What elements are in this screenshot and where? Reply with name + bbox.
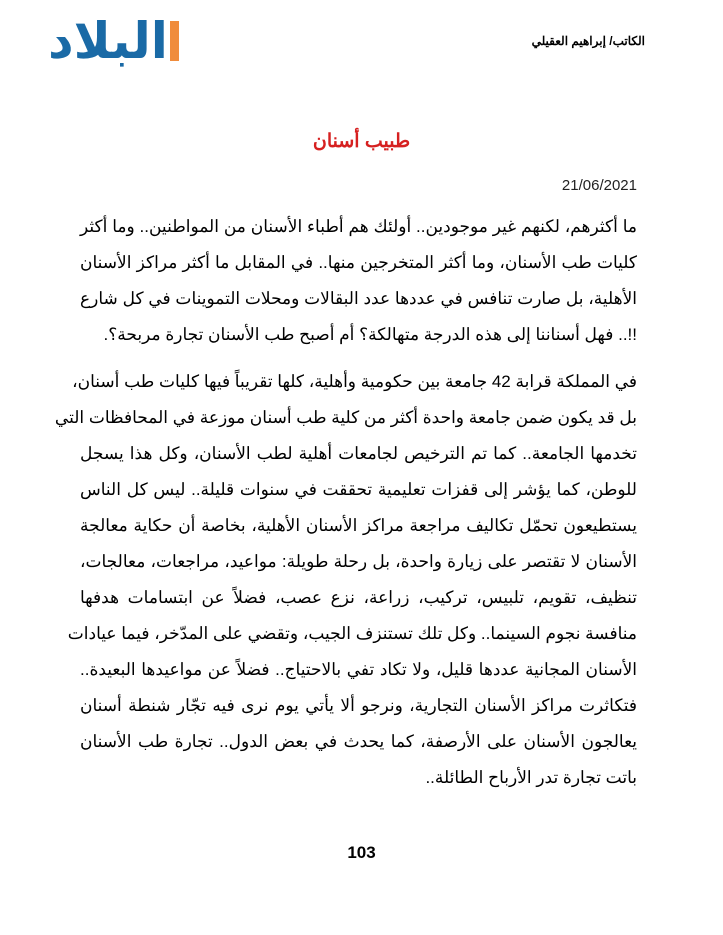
paragraph-1 [80, 209, 637, 353]
text-line: !!.. فهل أسناننا إلى هذه الدرجة متهالكة؟ أم أصبح طب الأسنان تجارة مربحة؟. [103, 325, 637, 344]
article-title: طبيب أسنان [312, 131, 411, 152]
text-line: تخدمها الجامعة.. كما تم الترخيص لجامعات أهلية لطب الأسنان، وكل هذا يسجل [80, 444, 637, 463]
text-line: الأسنان المجانية عددها قليل، ولا تكاد تفي بالاحتياج.. فضلاً عن مواعيدها البعيدة.. [80, 660, 637, 679]
paragraph-2 [54, 364, 637, 796]
text-line: ما أكثرهم، لكنهم غير موجودين.. أولئك هم أطباء الأسنان من المواطنين.. وما أكثر [80, 217, 637, 236]
page-number: 103 [347, 843, 376, 862]
text-line: بل قد يكون ضمن جامعة واحدة أكثر من كلية طب أسنان موزعة في المحافظات التي [54, 408, 637, 427]
logo-wordmark: البلاد [48, 12, 168, 70]
text-line: منافسة نجوم السينما.. وكل تلك تستنزف الجيب، وتقضي على المدّخر، فيما عيادات [67, 624, 637, 643]
text-line: فتكاثرت مراكز الأسنان التجارية، ونرجو ألا يأتي يوم نرى فيه تجّار شنطة أسنان [80, 696, 637, 715]
author-name: الكاتب/ إبراهيم العقيلي [531, 34, 645, 48]
text-line: باتت تجارة تدر الأرباح الطائلة.. [425, 768, 637, 787]
text-line: الأسنان لا تقتصر على زيارة واحدة، بل رحلة طويلة: مواعيد، مراجعات، معالجات، [80, 552, 637, 571]
text-line: يستطيعون تحمّل تكاليف مراجعة مراكز الأسنان الأهلية، بخاصة أن حكاية معالجة [80, 516, 637, 535]
text-line: للوطن، كما يؤشر إلى قفزات تعليمية تحققت في سنوات قليلة.. ليس كل الناس [80, 480, 637, 499]
article-date: 21/06/2021 [561, 177, 637, 194]
text-line: تنظيف، تقويم، تلبيس، تركيب، زراعة، نزع عصب، فضلاً عن ابتسامات هدفها [80, 588, 637, 607]
text-line: في المملكة قرابة 42 جامعة بين حكومية وأهلية، كلها تقريباً فيها كليات طب أسنان، [72, 372, 637, 391]
text-line: يعالجون الأسنان على الأرصفة، كما يحدث في بعض الدول.. تجارة طب الأسنان [80, 732, 637, 751]
albilad-logo [48, 12, 179, 76]
logo-orange-strip [170, 21, 179, 61]
text-line: الأهلية، بل صارت تنافس في عددها عدد البقالات ومحلات التموينات في كل شارع [80, 289, 637, 308]
text-line: كليات طب الأسنان، وما أكثر المتخرجين منها.. في المقابل ما أكثر مراكز الأسنان [80, 253, 637, 272]
